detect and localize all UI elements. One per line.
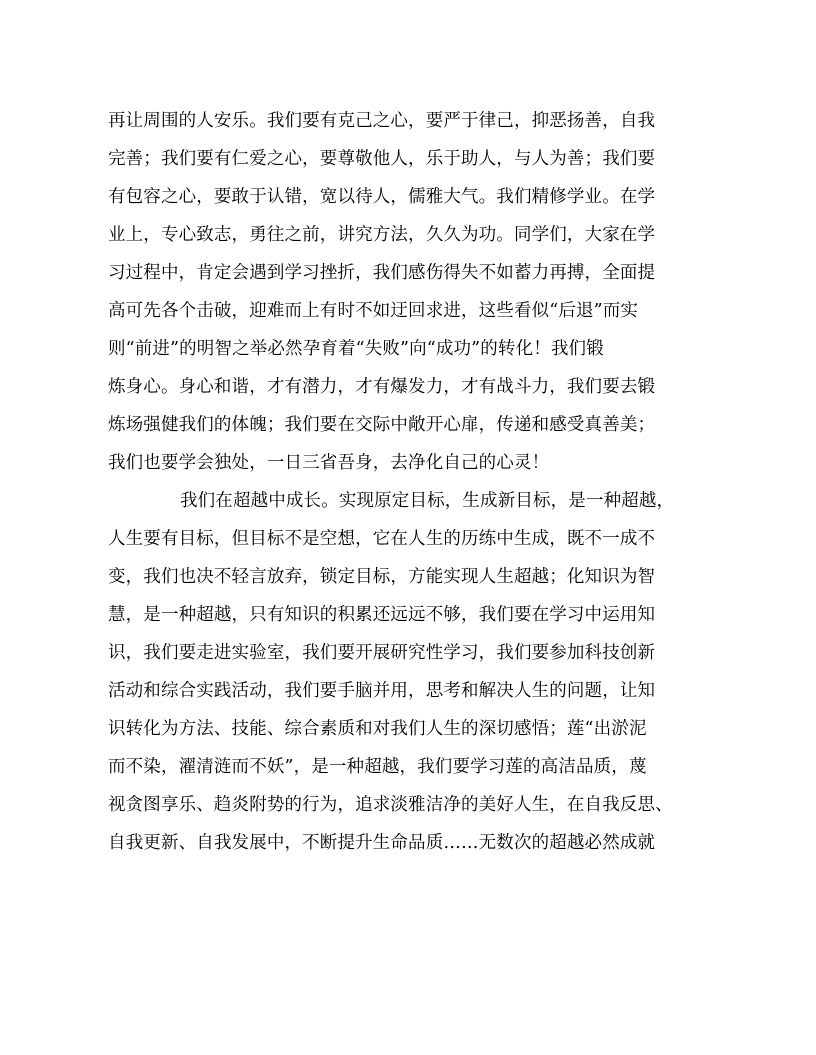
text-line: 完善；我们要有仁爱之心，要尊敬他人，乐于助人，与人为善；我们要 <box>108 149 656 169</box>
text-line: 有包容之心，要敢于认错，宽以待人，儒雅大气。我们精修学业。在学 <box>108 187 656 207</box>
text-line: 业上，专心致志，勇往之前，讲究方法，久久为功。同学们，大家在学 <box>108 225 656 245</box>
text-line: 变，我们也决不轻言放弃，锁定目标，方能实现人生超越；化知识为智 <box>108 567 656 587</box>
text-line: 我们也要学会独处，一日三省吾身，去净化自己的心灵！ <box>108 453 550 473</box>
text-line: 炼身心。身心和谐，才有潜力，才有爆发力，才有战斗力，我们要去锻 <box>108 377 656 397</box>
text-line: 再让周围的人安乐。我们要有克己之心，要严于律己，抑恶扬善，自我 <box>108 111 656 131</box>
text-line: 慧，是一种超越，只有知识的积累还远远不够，我们要在学习中运用知 <box>108 605 656 625</box>
text-line: 人生要有目标，但目标不是空想，它在人生的历练中生成，既不一成不 <box>108 529 656 549</box>
text-line: 习过程中，肯定会遇到学习挫折，我们感伤得失不如蓄力再搏，全面提 <box>108 263 656 283</box>
text-line: 高可先各个击破，迎难而上有时不如迂回求进，这些看似“后退”而实 <box>108 301 639 321</box>
body-text <box>108 102 712 862</box>
text-line: 自我更新、自我发展中，不断提升生命品质……无数次的超越必然成就 <box>108 833 656 853</box>
text-line: 识转化为方法、技能、综合素质和对我们人生的深切感悟；莲“出淤泥 <box>108 719 647 739</box>
text-line: 识，我们要走进实验室，我们要开展研究性学习，我们要参加科技创新 <box>108 643 656 663</box>
text-line: 则“前进”的明智之举必然孕育着“失败”向“成功”的转化！我们锻 <box>108 339 604 359</box>
text-line: 活动和综合实践活动，我们要手脑并用，思考和解决人生的问题，让知 <box>108 681 656 701</box>
text-line: 视贪图享乐、趋炎附势的行为，追求淡雅洁净的美好人生，在自我反思、 <box>108 795 673 815</box>
text-line: 而不染，濯清涟而不妖”，是一种超越，我们要学习莲的高洁品质，蔑 <box>108 757 647 777</box>
paragraph-start-line: 我们在超越中成长。实现原定目标，生成新目标，是一种超越， <box>180 491 675 511</box>
text-line: 炼场强健我们的体魄；我们要在交际中敞开心扉，传递和感受真善美； <box>108 415 656 435</box>
